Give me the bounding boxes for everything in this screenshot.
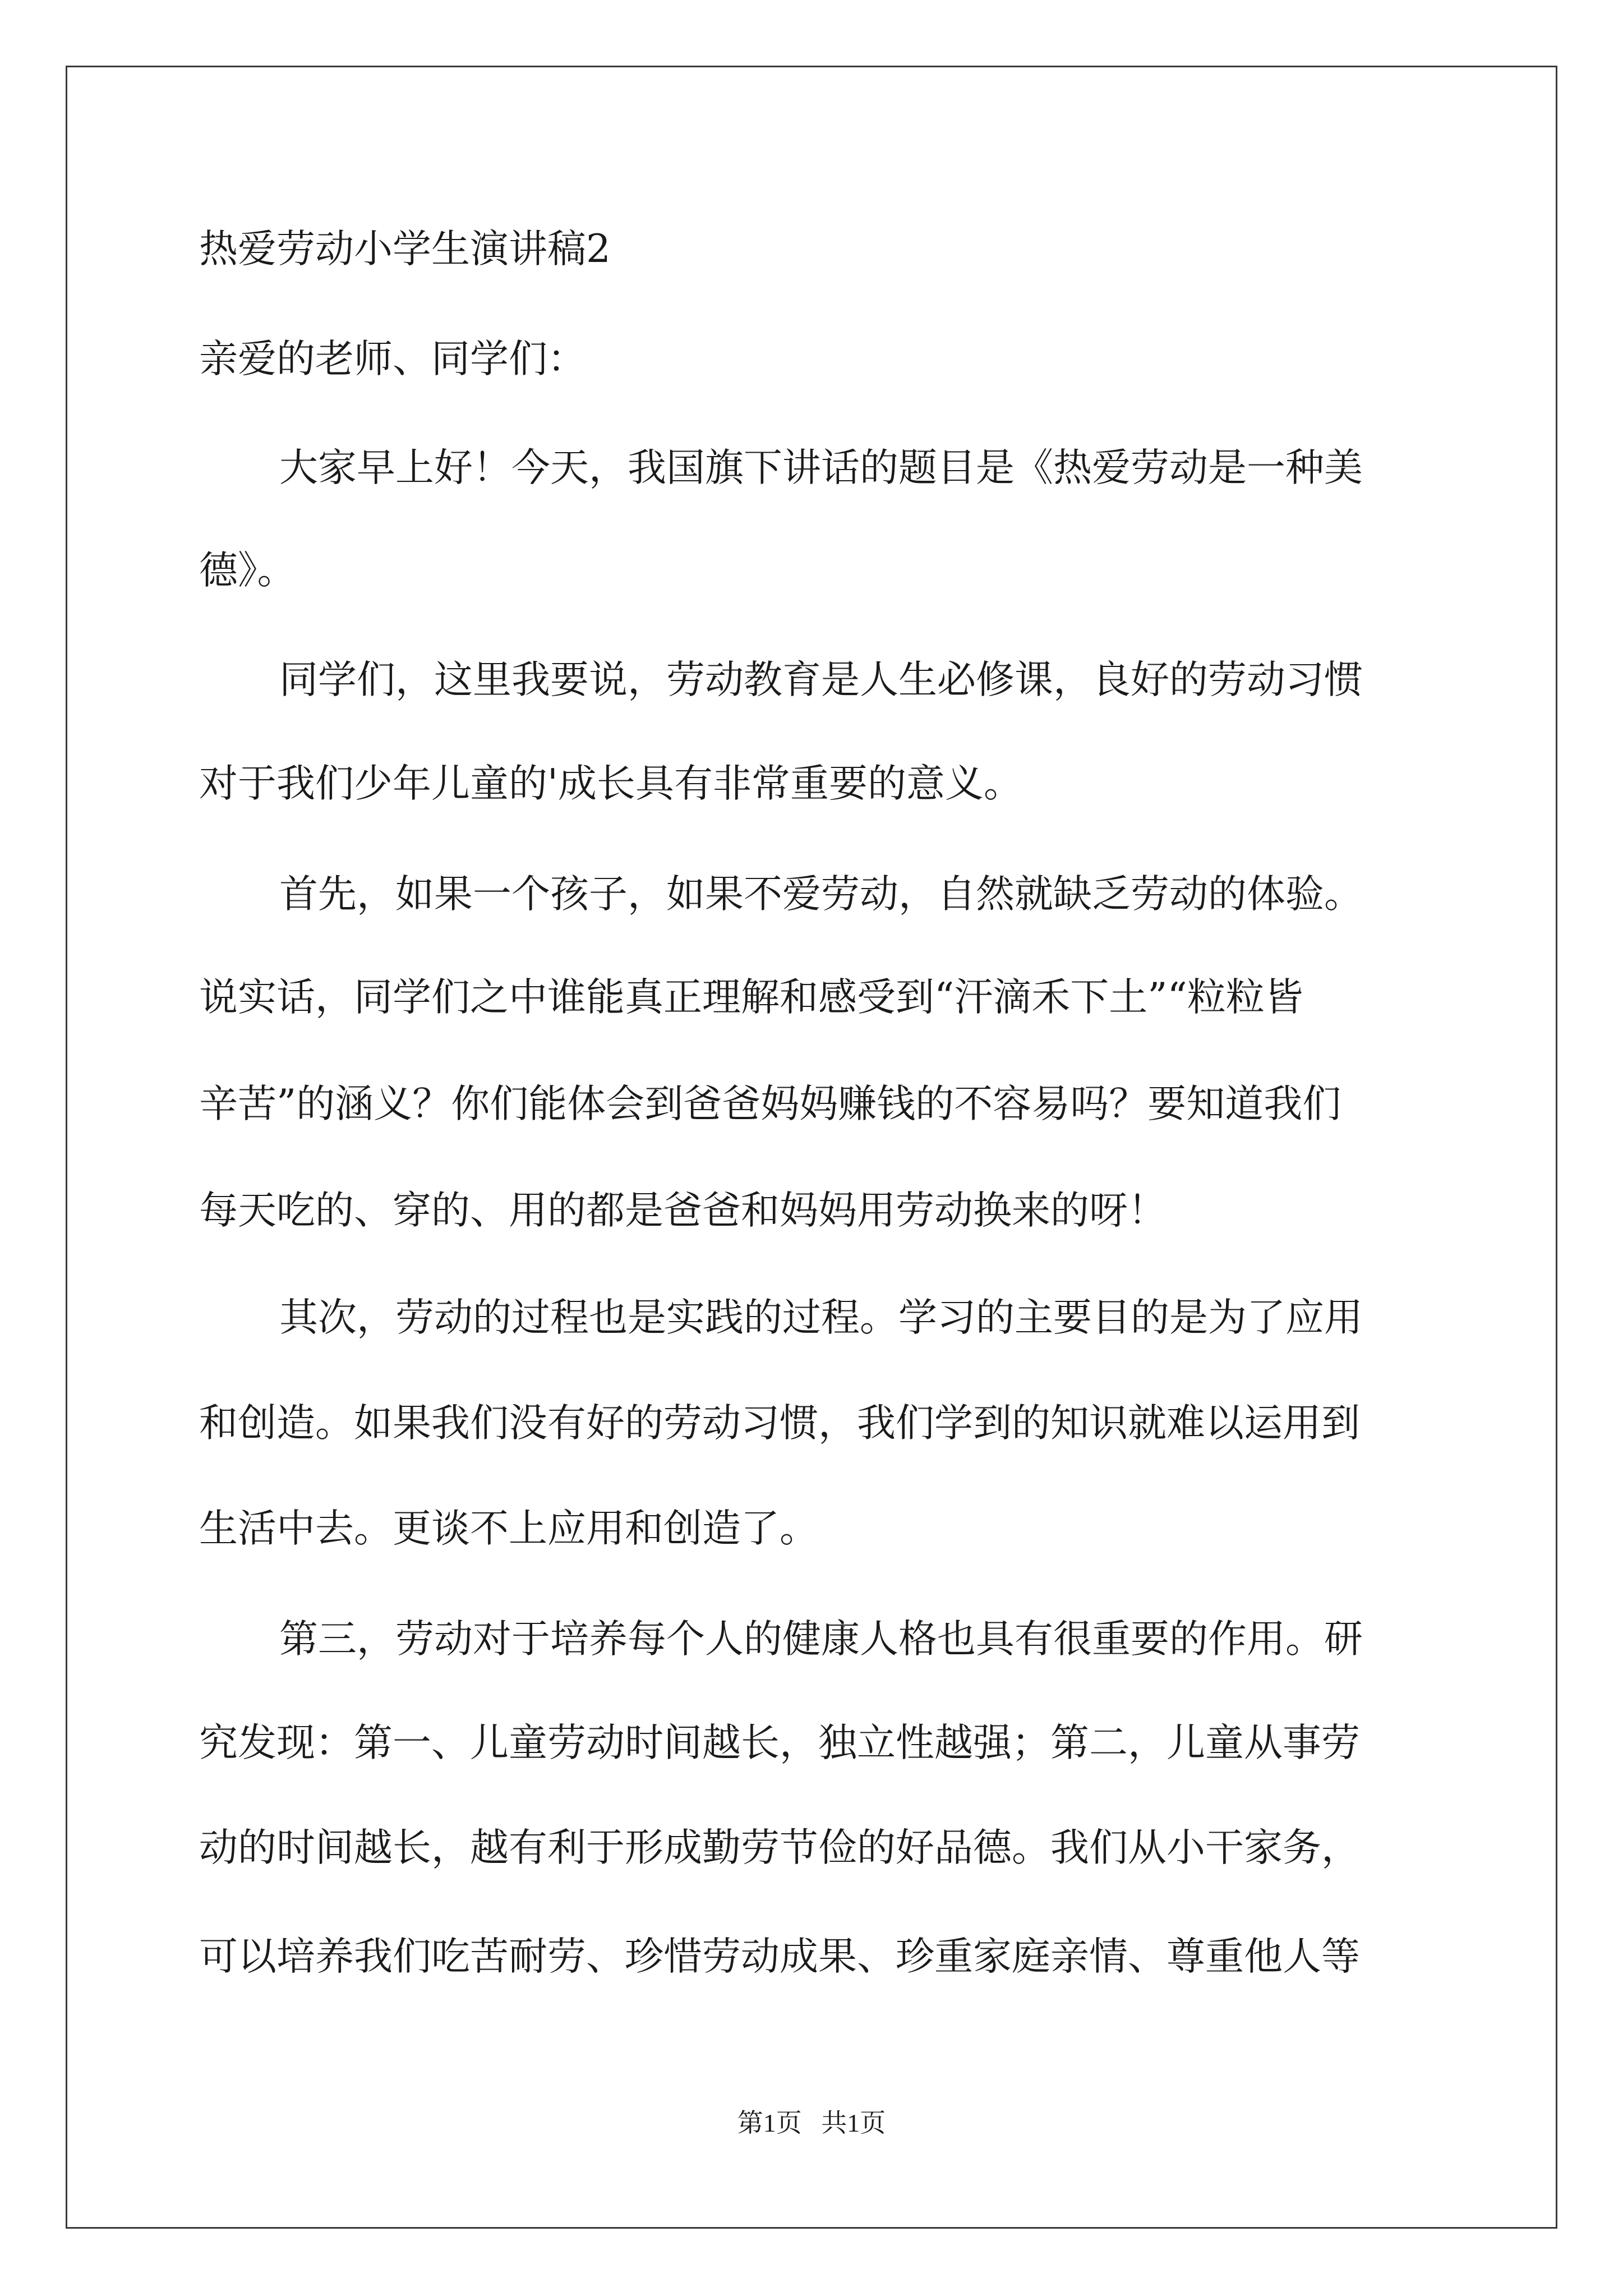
page-border bbox=[66, 66, 1557, 2229]
paragraph-line: 生活中去。更谈不上应用和创造了。 bbox=[199, 1506, 818, 1551]
paragraph-line: 每天吃的、穿的、用的都是爸爸和妈妈用劳动换来的呀！ bbox=[199, 1188, 1166, 1233]
salutation-line: 亲爱的老师、同学们： bbox=[199, 337, 586, 381]
paragraph-line: 德》。 bbox=[199, 548, 296, 593]
paragraph-line: 大家早上好！今天，我国旗下讲话的题目是《热爱劳动是一种美 bbox=[279, 445, 1363, 490]
paragraph-line: 和创造。如果我们没有好的劳动习惯，我们学到的知识就难以运用到 bbox=[199, 1401, 1360, 1446]
paragraph-line: 辛苦”的涵义？你们能体会到爸爸妈妈赚钱的不容易吗？要知道我们 bbox=[199, 1082, 1341, 1126]
paragraph-line: 同学们，这里我要说，劳动教育是人生必修课，良好的劳动习惯 bbox=[279, 657, 1363, 702]
paragraph-line: 对于我们少年儿童的'成长具有非常重要的意义。 bbox=[199, 761, 1022, 806]
document-title: 热爱劳动小学生演讲稿2 bbox=[199, 227, 611, 272]
paragraph-line: 动的时间越长，越有利于形成勤劳节俭的好品德。我们从小干家务， bbox=[199, 1825, 1360, 1870]
page-number-footer: 第1页 共1页 bbox=[737, 2109, 886, 2137]
paragraph-line: 其次，劳动的过程也是实践的过程。学习的主要目的是为了应用 bbox=[279, 1295, 1363, 1340]
paragraph-line: 说实话，同学们之中谁能真正理解和感受到“汗滴禾下土”“粒粒皆 bbox=[199, 975, 1303, 1020]
paragraph-line: 可以培养我们吃苦耐劳、珍惜劳动成果、珍重家庭亲情、尊重他人等 bbox=[199, 1934, 1360, 1979]
paragraph-line: 第三，劳动对于培养每个人的健康人格也具有很重要的作用。研 bbox=[279, 1617, 1363, 1662]
paragraph-line: 究发现：第一、儿童劳动时间越长，独立性越强；第二，儿童从事劳 bbox=[199, 1720, 1360, 1765]
paragraph-line: 首先，如果一个孩子，如果不爱劳动，自然就缺乏劳动的体验。 bbox=[279, 872, 1363, 917]
